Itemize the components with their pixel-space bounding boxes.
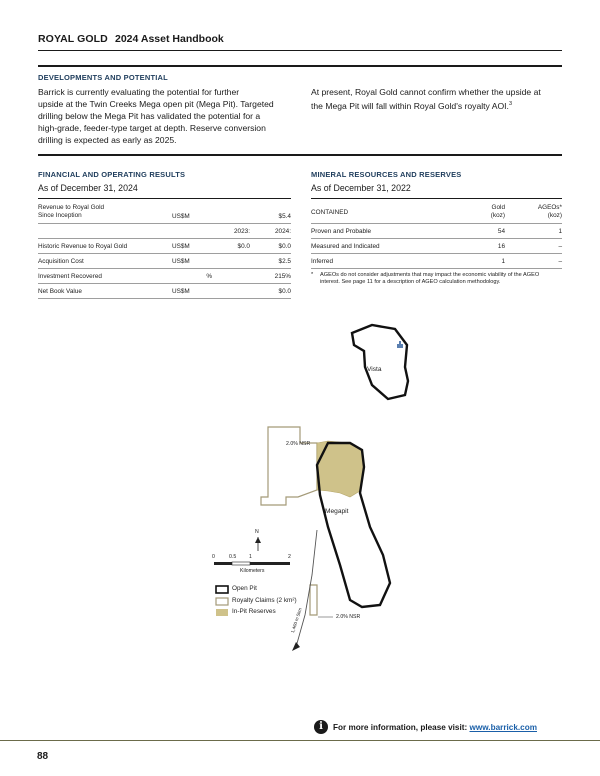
legend-open-pit-swatch	[216, 586, 228, 593]
scale-tick-0: 0	[212, 554, 215, 560]
table-cell: US$M	[172, 284, 212, 299]
text-line: Barrick is currently evaluating the potential for further	[38, 87, 240, 97]
north-label: N	[255, 529, 259, 535]
megapit-label: Megapit	[325, 508, 349, 515]
financial-heading: FINANCIAL AND OPERATING RESULTS	[38, 170, 186, 179]
text-line: high-grade, feeder-type target at depth. Reserve conversion	[38, 123, 266, 133]
table-row	[38, 224, 291, 239]
scale-unit-label: Kilometers	[240, 568, 265, 574]
column-header-unit: (koz)	[490, 212, 505, 219]
footer-rule	[0, 740, 600, 741]
vista-label: Vista	[367, 366, 382, 373]
table-cell	[38, 201, 172, 224]
table-cell: Acquisition Cost	[38, 254, 172, 269]
legend-reserves-label: In-Pit Reserves	[232, 608, 276, 615]
table-cell	[212, 269, 250, 284]
legend-open-pit-label: Open Pit	[232, 585, 257, 592]
legend-reserves-swatch	[216, 609, 228, 616]
table-cell: $0.0	[250, 284, 291, 299]
table-row	[38, 269, 291, 284]
resources-table	[311, 201, 562, 269]
table-cell: 16	[451, 239, 505, 254]
table-cell: US$M	[172, 239, 212, 254]
text-line: upside at the Twin Creeks Mega open pit (Mega Pit). Targeted	[38, 99, 274, 109]
developments-top-rule	[38, 65, 562, 67]
info-icon: i	[314, 720, 328, 734]
legend-royalty-claims-label: Royalty Claims (2 km²)	[232, 597, 297, 604]
table-cell: 215%	[250, 269, 291, 284]
legend-royalty-claims-swatch	[216, 598, 228, 605]
table-row	[311, 239, 562, 254]
table-cell: –	[505, 239, 562, 254]
financial-table-top-rule	[38, 198, 291, 199]
table-cell: Measured and Indicated	[311, 239, 451, 254]
header-rule	[38, 50, 562, 51]
scale-tick-0-5: 0.5	[229, 554, 237, 560]
table-cell	[172, 224, 212, 239]
table-cell	[212, 284, 250, 299]
table-header-row	[311, 201, 562, 224]
mine-icon	[397, 341, 403, 348]
handbook-title: 2024 Asset Handbook	[115, 33, 224, 45]
table-cell: Inferred	[311, 254, 451, 269]
more-info-text: For more information, please visit:	[333, 723, 468, 732]
scale-tick-1: 1	[249, 554, 252, 560]
table-cell	[212, 254, 250, 269]
developments-bottom-rule	[38, 154, 562, 156]
table-cell: Proven and Probable	[311, 224, 451, 239]
table-row	[38, 284, 291, 299]
text-line: At present, Royal Gold cannot confirm whether the upside at	[311, 87, 541, 97]
resources-table-top-rule	[311, 198, 562, 199]
text-line: drilling below the Mega Pit has validated the potential for a	[38, 111, 261, 121]
vista-pit-outline	[352, 325, 408, 399]
table-cell: –	[505, 254, 562, 269]
row-label: Revenue to Royal Gold	[38, 204, 105, 211]
column-header: CONTAINED	[311, 201, 451, 224]
column-header	[505, 201, 562, 224]
nsr-bottom-label: 2.0% NSR	[336, 614, 361, 620]
footnote-ref: 3	[508, 101, 513, 107]
text-segment: the Mega Pit will fall within Royal Gold's royalty AOI.	[311, 100, 509, 111]
twin-creeks-map	[200, 315, 440, 655]
financial-table	[38, 201, 291, 299]
developments-right-text	[311, 86, 562, 112]
barrick-website-link[interactable]: www.barrick.com	[469, 723, 537, 732]
table-cell: $5.4	[250, 201, 291, 224]
column-header-label: AGEOs*	[537, 204, 562, 211]
developments-heading: DEVELOPMENTS AND POTENTIAL	[38, 73, 168, 82]
royalty-claims-lower-outline	[310, 585, 317, 615]
road-distance-label: 1,460 m 5km	[290, 607, 303, 634]
column-header-unit: (koz)	[547, 212, 562, 219]
row-label-2: Since Inception	[38, 212, 82, 219]
table-cell: 1	[451, 254, 505, 269]
footnote-body	[311, 272, 562, 286]
text-line: AGEOs do not consider adjustments that may impact the economic viability of the AGEO	[320, 272, 540, 278]
table-cell: US$M	[172, 254, 212, 269]
table-row	[38, 239, 291, 254]
road-arrow-icon	[292, 642, 300, 651]
table-cell: 54	[451, 224, 505, 239]
table-cell	[38, 224, 172, 239]
text-line: drilling is expected as early as 2025.	[38, 135, 177, 145]
scale-bar	[214, 562, 290, 565]
table-cell: Net Book Value	[38, 284, 172, 299]
table-row	[38, 254, 291, 269]
resources-as-of: As of December 31, 2022	[311, 183, 411, 193]
column-header	[451, 201, 505, 224]
table-row	[311, 254, 562, 269]
haul-road-line	[296, 530, 317, 647]
table-cell: 1	[505, 224, 562, 239]
table-cell: US$M	[172, 201, 212, 224]
more-info-line	[333, 723, 537, 732]
table-row	[38, 201, 291, 224]
footnote-marker: *	[311, 272, 314, 278]
table-cell: Historic Revenue to Royal Gold	[38, 239, 172, 254]
company-name: ROYAL GOLD	[38, 33, 108, 45]
table-row	[311, 224, 562, 239]
table-cell: $0.0	[250, 239, 291, 254]
table-cell: %	[172, 269, 212, 284]
table-cell: Investment Recovered	[38, 269, 172, 284]
royalty-claims-outline	[261, 427, 317, 505]
page-number: 88	[37, 751, 49, 762]
ageo-footnote	[311, 272, 562, 286]
table-cell: $0.0	[212, 239, 250, 254]
nsr-top-label: 2.0% NSR	[286, 441, 311, 447]
table-cell	[212, 201, 250, 224]
text-line	[311, 98, 562, 112]
developments-left-text	[38, 86, 300, 146]
text-line: interest. See page 11 for a description of AGEO calculation methodology.	[320, 279, 501, 285]
financial-as-of: As of December 31, 2024	[38, 183, 138, 193]
resources-heading: MINERAL RESOURCES AND RESERVES	[311, 170, 462, 179]
scale-tick-2: 2	[288, 554, 291, 560]
column-header-label: Gold	[491, 204, 505, 211]
table-cell: 2023:	[212, 224, 250, 239]
table-cell: $2.5	[250, 254, 291, 269]
table-cell: 2024:	[250, 224, 291, 239]
north-arrow-icon	[255, 537, 261, 551]
